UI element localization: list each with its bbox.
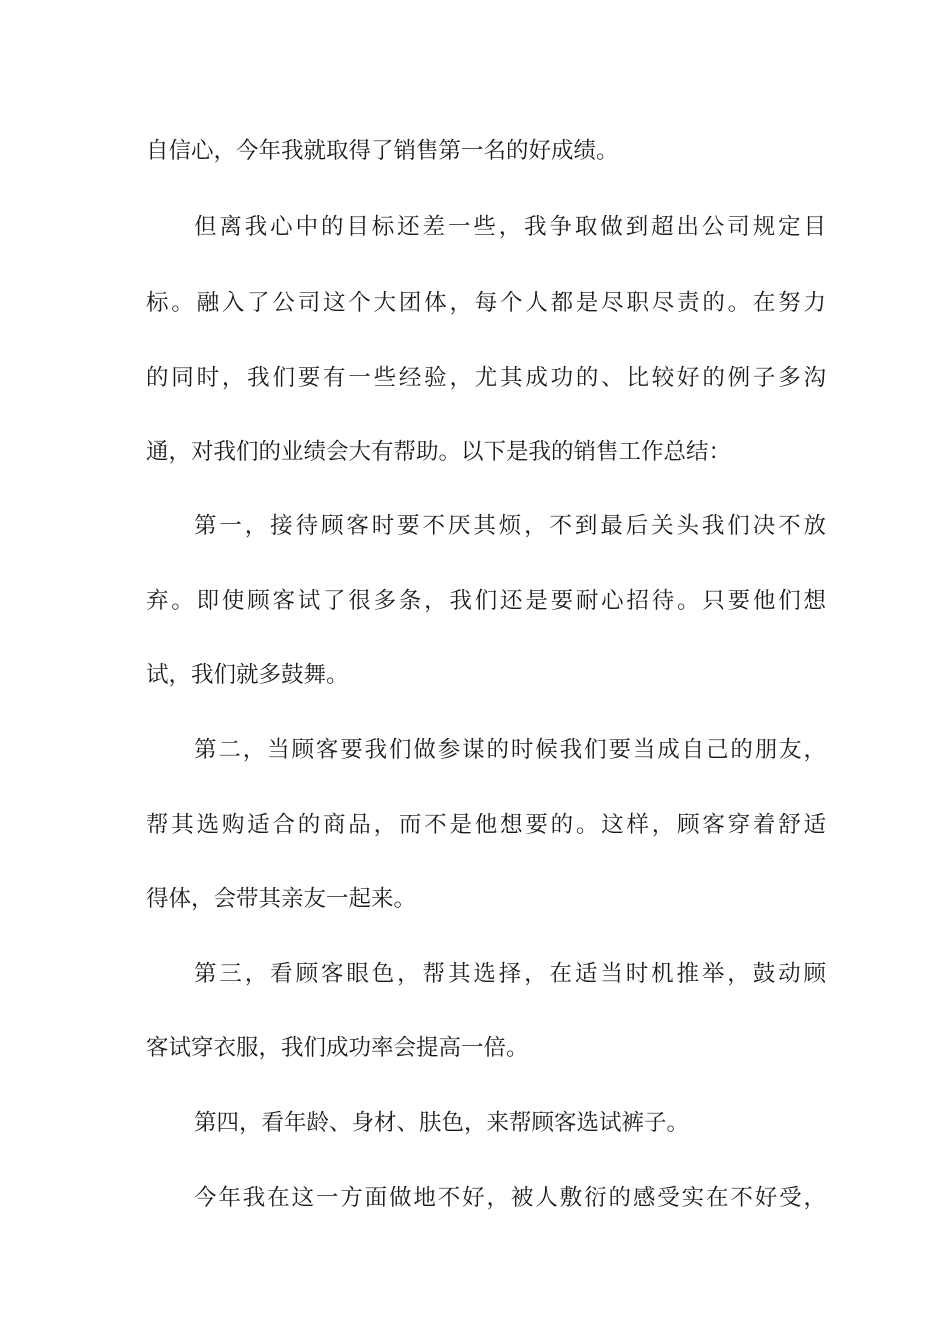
text-line: 得体，会带其亲友一起来。: [146, 886, 417, 912]
text-line: 试，我们就多鼓舞。: [146, 662, 349, 688]
text-line: 的同时，我们要有一些经验，尤其成功的、比较好的例子多沟: [146, 365, 826, 391]
text-line: 第一，接待顾客时要不厌其烦，不到最后关头我们决不放: [194, 513, 826, 539]
text-line: 弃。即使顾客试了很多条，我们还是要耐心招待。只要他们想: [146, 588, 826, 614]
text-line: 标。融入了公司这个大团体，每个人都是尽职尽责的。在努力: [146, 290, 826, 316]
text-line: 第四，看年龄、身材、肤色，来帮顾客选试裤子。: [194, 1110, 690, 1136]
text-line: 自信心，今年我就取得了销售第一名的好成绩。: [146, 138, 619, 164]
text-line: 今年我在这一方面做地不好，被人敷衍的感受实在不好受，: [194, 1185, 826, 1211]
text-line: 通，对我们的业绩会大有帮助。以下是我的销售工作总结：: [146, 439, 732, 465]
text-line: 帮其选购适合的商品，而不是他想要的。这样，顾客穿着舒适: [146, 812, 826, 838]
text-line: 但离我心中的目标还差一些，我争取做到超出公司规定目: [194, 214, 826, 240]
text-line: 第三，看顾客眼色，帮其选择，在适当时机推举，鼓动顾: [194, 961, 826, 987]
text-line: 客试穿衣服，我们成功率会提高一倍。: [146, 1035, 529, 1061]
text-line: 第二，当顾客要我们做参谋的时候我们要当成自己的朋友，: [194, 737, 826, 763]
